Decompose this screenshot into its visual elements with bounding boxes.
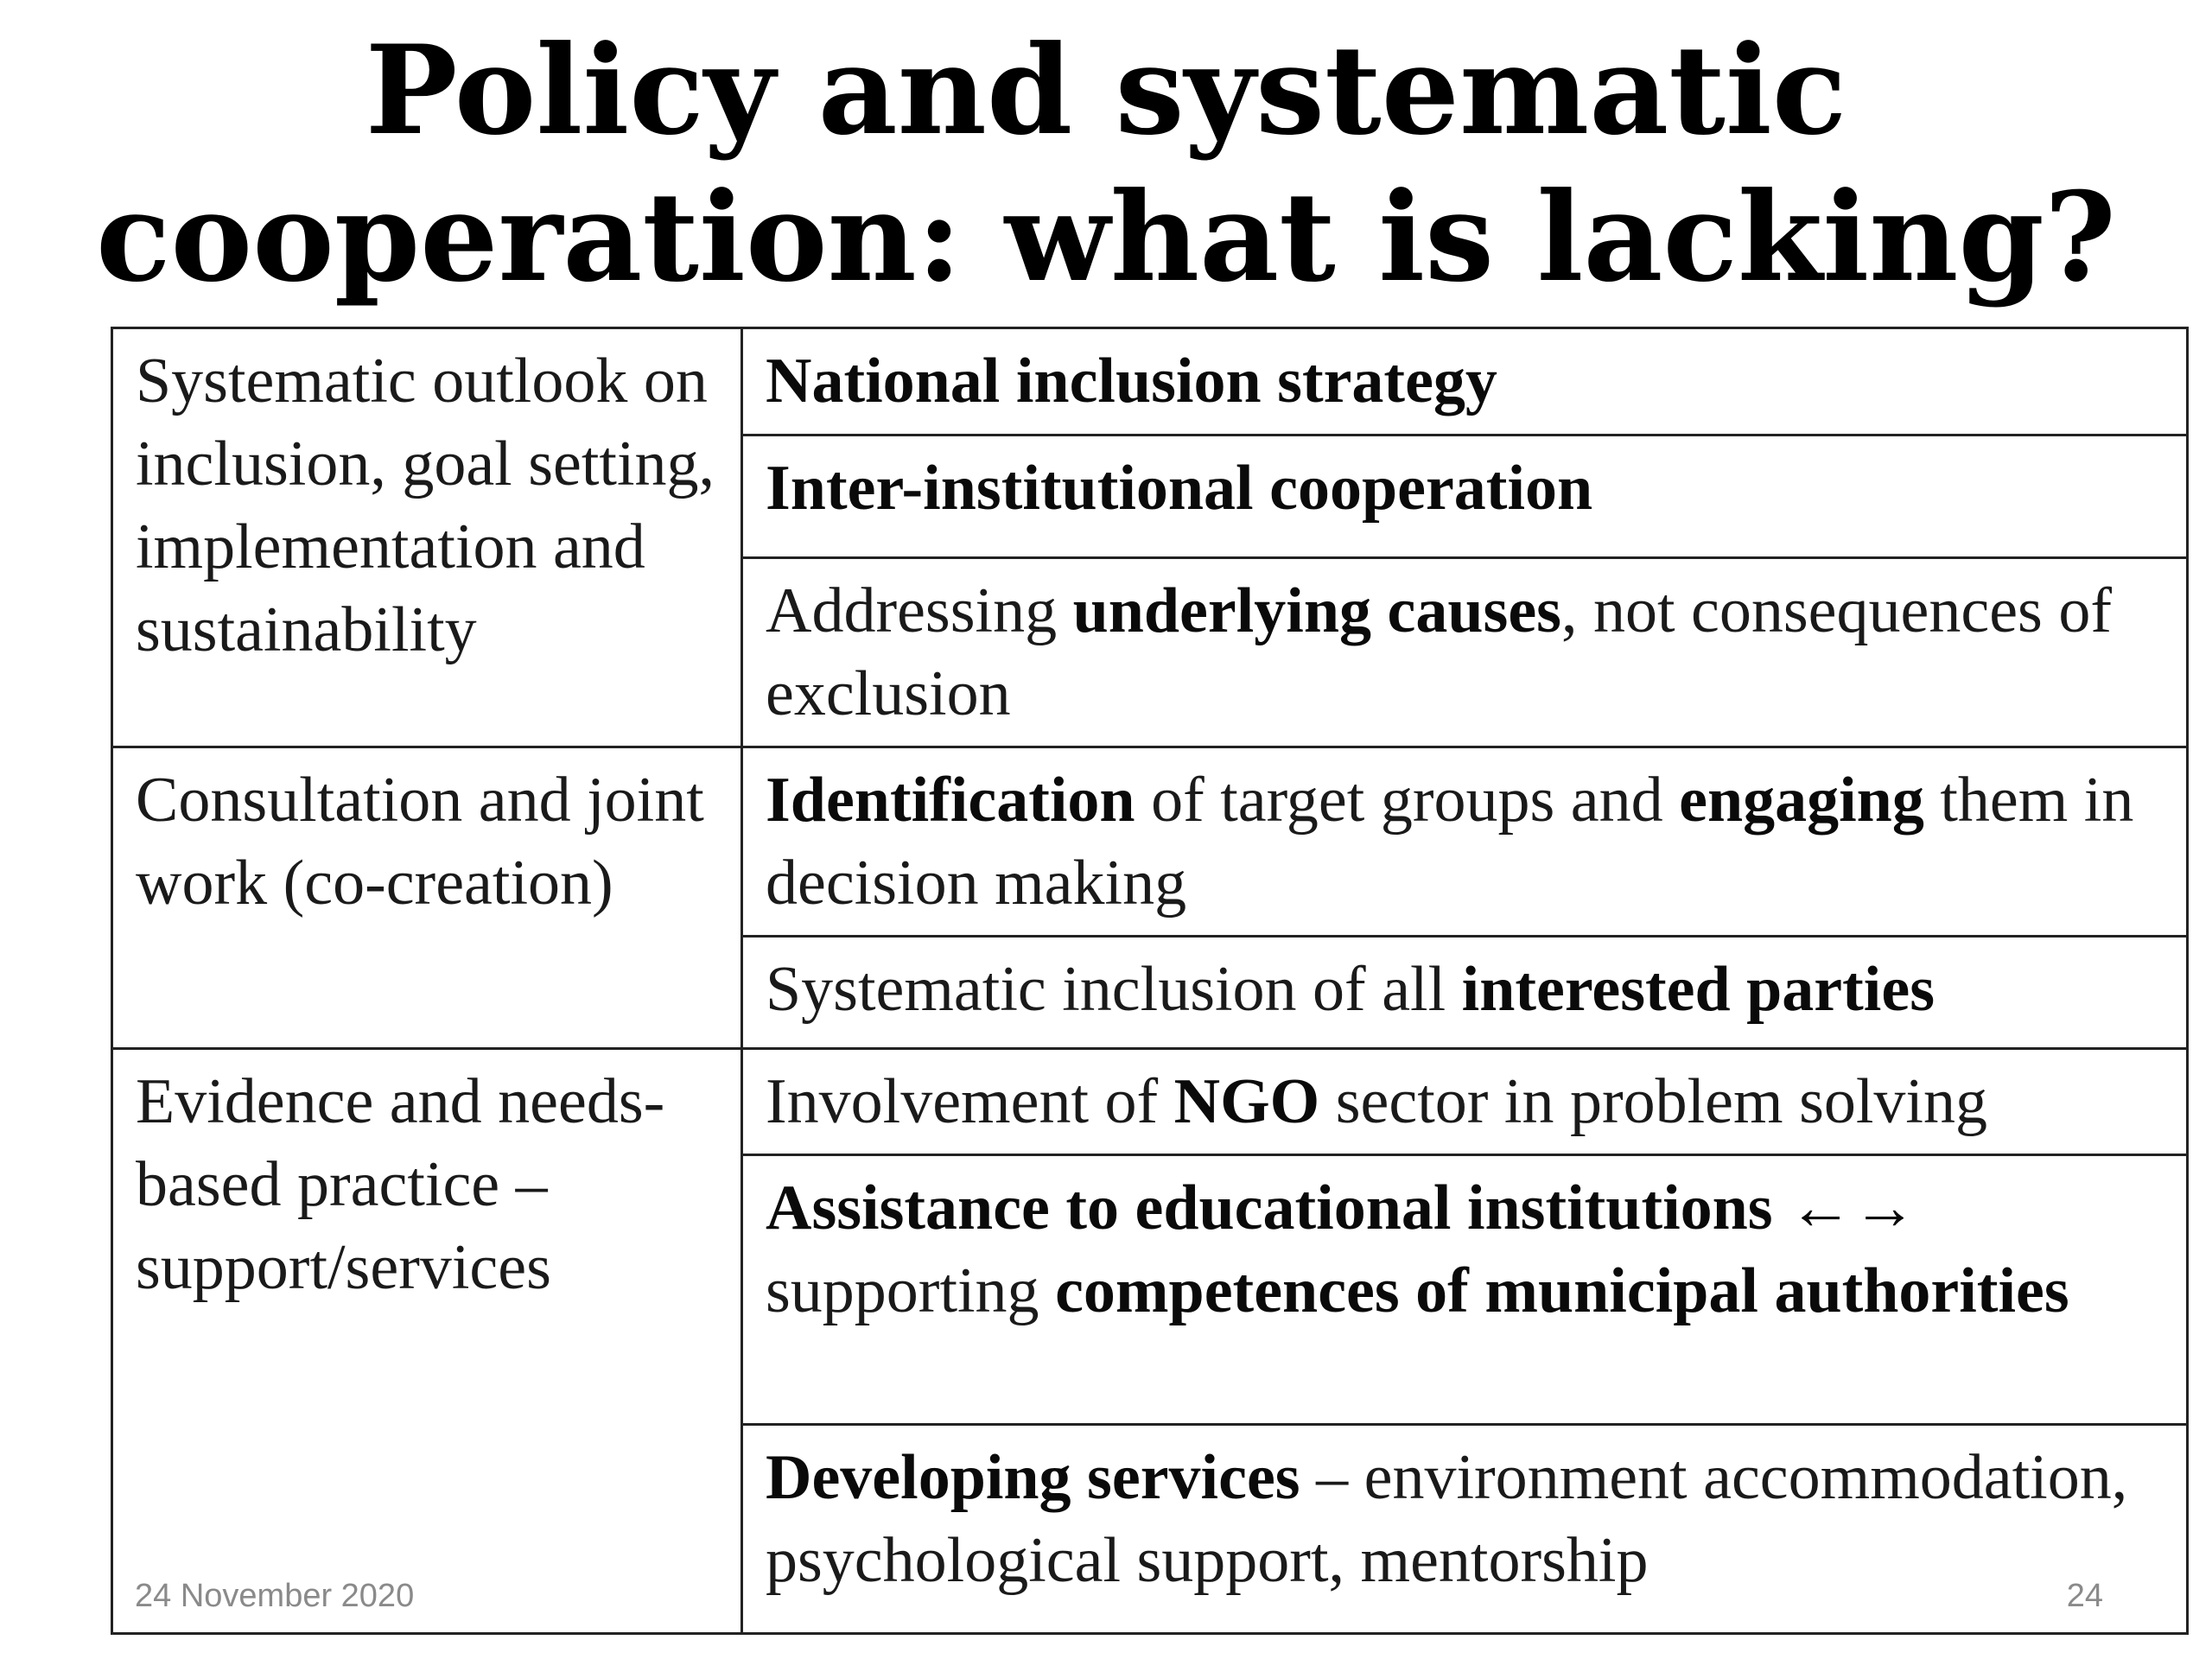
item-text: Addressing bbox=[766, 575, 1073, 646]
item-cell bbox=[742, 1049, 2188, 1155]
category-label: Systematic outlook on inclusion, goal setting, implementation and sustainability bbox=[136, 346, 715, 665]
slide-title bbox=[0, 17, 2212, 311]
item-cell bbox=[742, 1425, 2188, 1634]
item-text: – environment accommodation, psychological support, mentorship bbox=[766, 1442, 2128, 1596]
item-cell bbox=[742, 1155, 2188, 1425]
slide-title-line-2: cooperation: what is lacking? bbox=[95, 166, 2116, 309]
item-text: them in decision making bbox=[766, 765, 2134, 918]
item-text: of target groups and bbox=[1135, 765, 1680, 836]
item-bold-text: Developing services bbox=[766, 1442, 1300, 1513]
item-bold-text: engaging bbox=[1679, 765, 1924, 836]
table-row bbox=[112, 1049, 2188, 1155]
category-cell bbox=[112, 328, 742, 747]
category-label: Evidence and needs-based practice – support/services bbox=[136, 1066, 665, 1303]
item-text: Involvement of bbox=[766, 1066, 1174, 1137]
item-bold-text: Identification bbox=[766, 765, 1135, 836]
item-bold-text: competences of municipal authorities bbox=[1055, 1255, 2069, 1326]
item-cell bbox=[742, 747, 2188, 937]
item-bold-text: interested parties bbox=[1461, 954, 1935, 1025]
item-text: Systematic inclusion of all bbox=[766, 954, 1462, 1025]
item-bold-text: NGO bbox=[1173, 1066, 1320, 1137]
item-cell bbox=[742, 435, 2188, 558]
item-bold-text: Inter-institutional cooperation bbox=[766, 453, 1593, 524]
item-cell bbox=[742, 937, 2188, 1049]
item-bold-text: Assistance to educational institutions ←→ bbox=[766, 1173, 1917, 1243]
table-row bbox=[112, 747, 2188, 937]
category-cell bbox=[112, 1049, 742, 1634]
item-bold-text: National inclusion strategy bbox=[766, 346, 1497, 416]
item-text: supporting bbox=[766, 1255, 1056, 1326]
page-number: 24 bbox=[2066, 1578, 2103, 1614]
item-cell bbox=[742, 558, 2188, 747]
item-text: , not consequences of exclusion bbox=[766, 575, 2112, 729]
footer-date: 24 November 2020 bbox=[135, 1578, 415, 1614]
slide-title-line-1: Policy and systematic bbox=[365, 19, 1847, 162]
item-bold-text: underlying causes bbox=[1072, 575, 1561, 646]
item-text: sector in problem solving bbox=[1319, 1066, 1987, 1137]
category-label: Consultation and joint work (co-creation) bbox=[136, 765, 704, 918]
category-cell bbox=[112, 747, 742, 1049]
policy-table bbox=[111, 327, 2189, 1635]
table-row bbox=[112, 328, 2188, 435]
item-cell bbox=[742, 328, 2188, 435]
